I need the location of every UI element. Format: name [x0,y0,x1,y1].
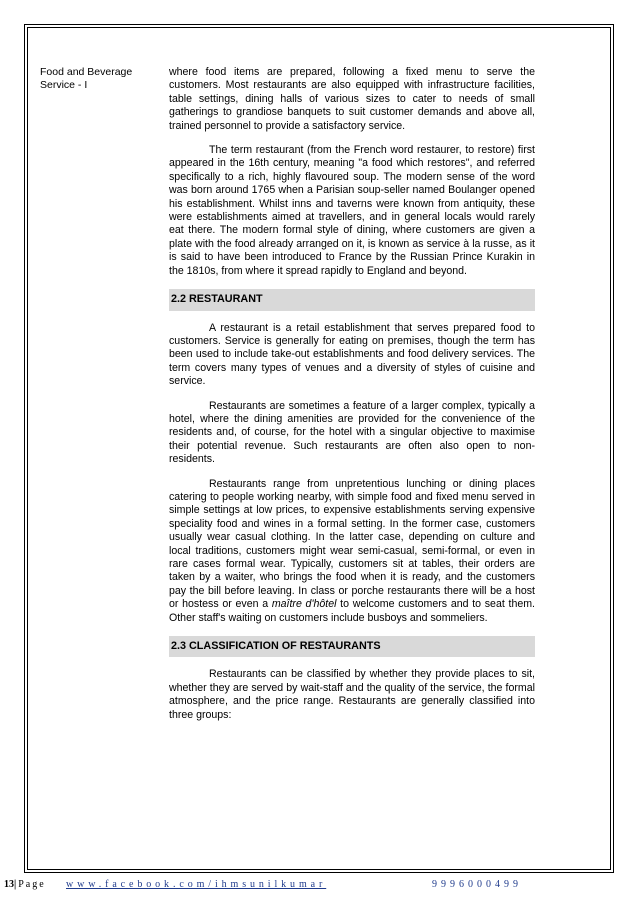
emphasis-maitre-dhotel: maître d'hôtel [271,598,337,611]
facebook-link[interactable]: www.facebook.com/ihmsunilkumar [66,879,327,890]
section-heading-restaurant: 2.2 RESTAURANT [169,289,535,310]
paragraph-restaurant-range [169,478,535,625]
page-number-label [4,879,46,890]
sidebar-title-line-1: Food and Beverage [40,66,133,78]
paragraph-restaurant-definition: A restaurant is a retail establishment that serves prepared food to customers. Service is generally for eating on premises, though the term has been used to include take-out establishments and food delivery services. The term covers many types of venues and a diversity of styles of cuisine and service. [169,321,535,388]
footer-separator: | [14,879,19,890]
paragraph-text: Restaurants range from unpretentious lunching or dining places catering to people working nearby, with simple food and fixed menu served in simple settings at low prices, to expensive establishments serving expensive speciality food and wines in a formal setting. In the former case, customers usually wear casual clothing. In the latter case, depending on culture and local traditions, customers might wear semi-casual, semi-formal, or even in rare cases formal wear. Typically, customers sit at tables, their orders are taken by a waiter, who brings the food when it is ready, and the customers pay the bill before leaving. In class or porche restaurants there will be a host or hostess or even a [169,477,535,611]
page-number: 13 [4,879,14,890]
paragraph-term-restaurant: The term restaurant (from the French word restaurer, to restore) first appeared in the 16th century, meaning "a food which restores", and referred specifically to a rich, highly flavoured soup. The modern sense of the word was born around 1765 when a Parisian soup-seller named Boulanger opened his establishment. Whilst inns and taverns were known from antiquity, these were establishments aimed at travellers, and in general locals would rarely eat there. The modern formal style of dining, where customers are given a plate with the food already arranged on it, is known as service à la russe, as it is said to have been introduced to France by the Russian Prince Kurakin in the 1810s, from where it spread rapidly to England and beyond. [169,144,535,277]
section-heading-classification: 2.3 CLASSIFICATION OF RESTAURANTS [169,636,535,657]
phone-number: 9996000499 [432,879,522,890]
paragraph-hotel-restaurants: Restaurants are sometimes a feature of a larger complex, typically a hotel, where the dining amenities are provided for the convenience of the residents and, of course, for the hotel with a singular objective to maximise their potential revenue. Such restaurants are often also open to non-residents. [169,399,535,466]
page-word: Page [18,879,46,890]
page-footer [4,877,634,895]
paragraph-continued: where food items are prepared, following a fixed menu to serve the customers. Most restaurants are also equipped with infrastructure facilities, table settings, dining halls of various sizes to cater to needs of small gatherings to grandiose banquets to suit customer demands and above all, trained personnel to provide a satisfactory service. [169,66,535,132]
sidebar-title [40,66,150,92]
paragraph-classification: Restaurants can be classified by whether they provide places to sit, whether they are served by wait-staff and the quality of the service, the formal atmosphere, and the price range. Restaurants are generally classified into three groups: [169,668,535,721]
paragraph-text: to welcome customers and to seat them. Other staff's waiting on customers include busboys and sommeliers. [169,598,536,624]
main-content [169,66,535,733]
sidebar-title-line-2: Service - I [40,79,88,91]
